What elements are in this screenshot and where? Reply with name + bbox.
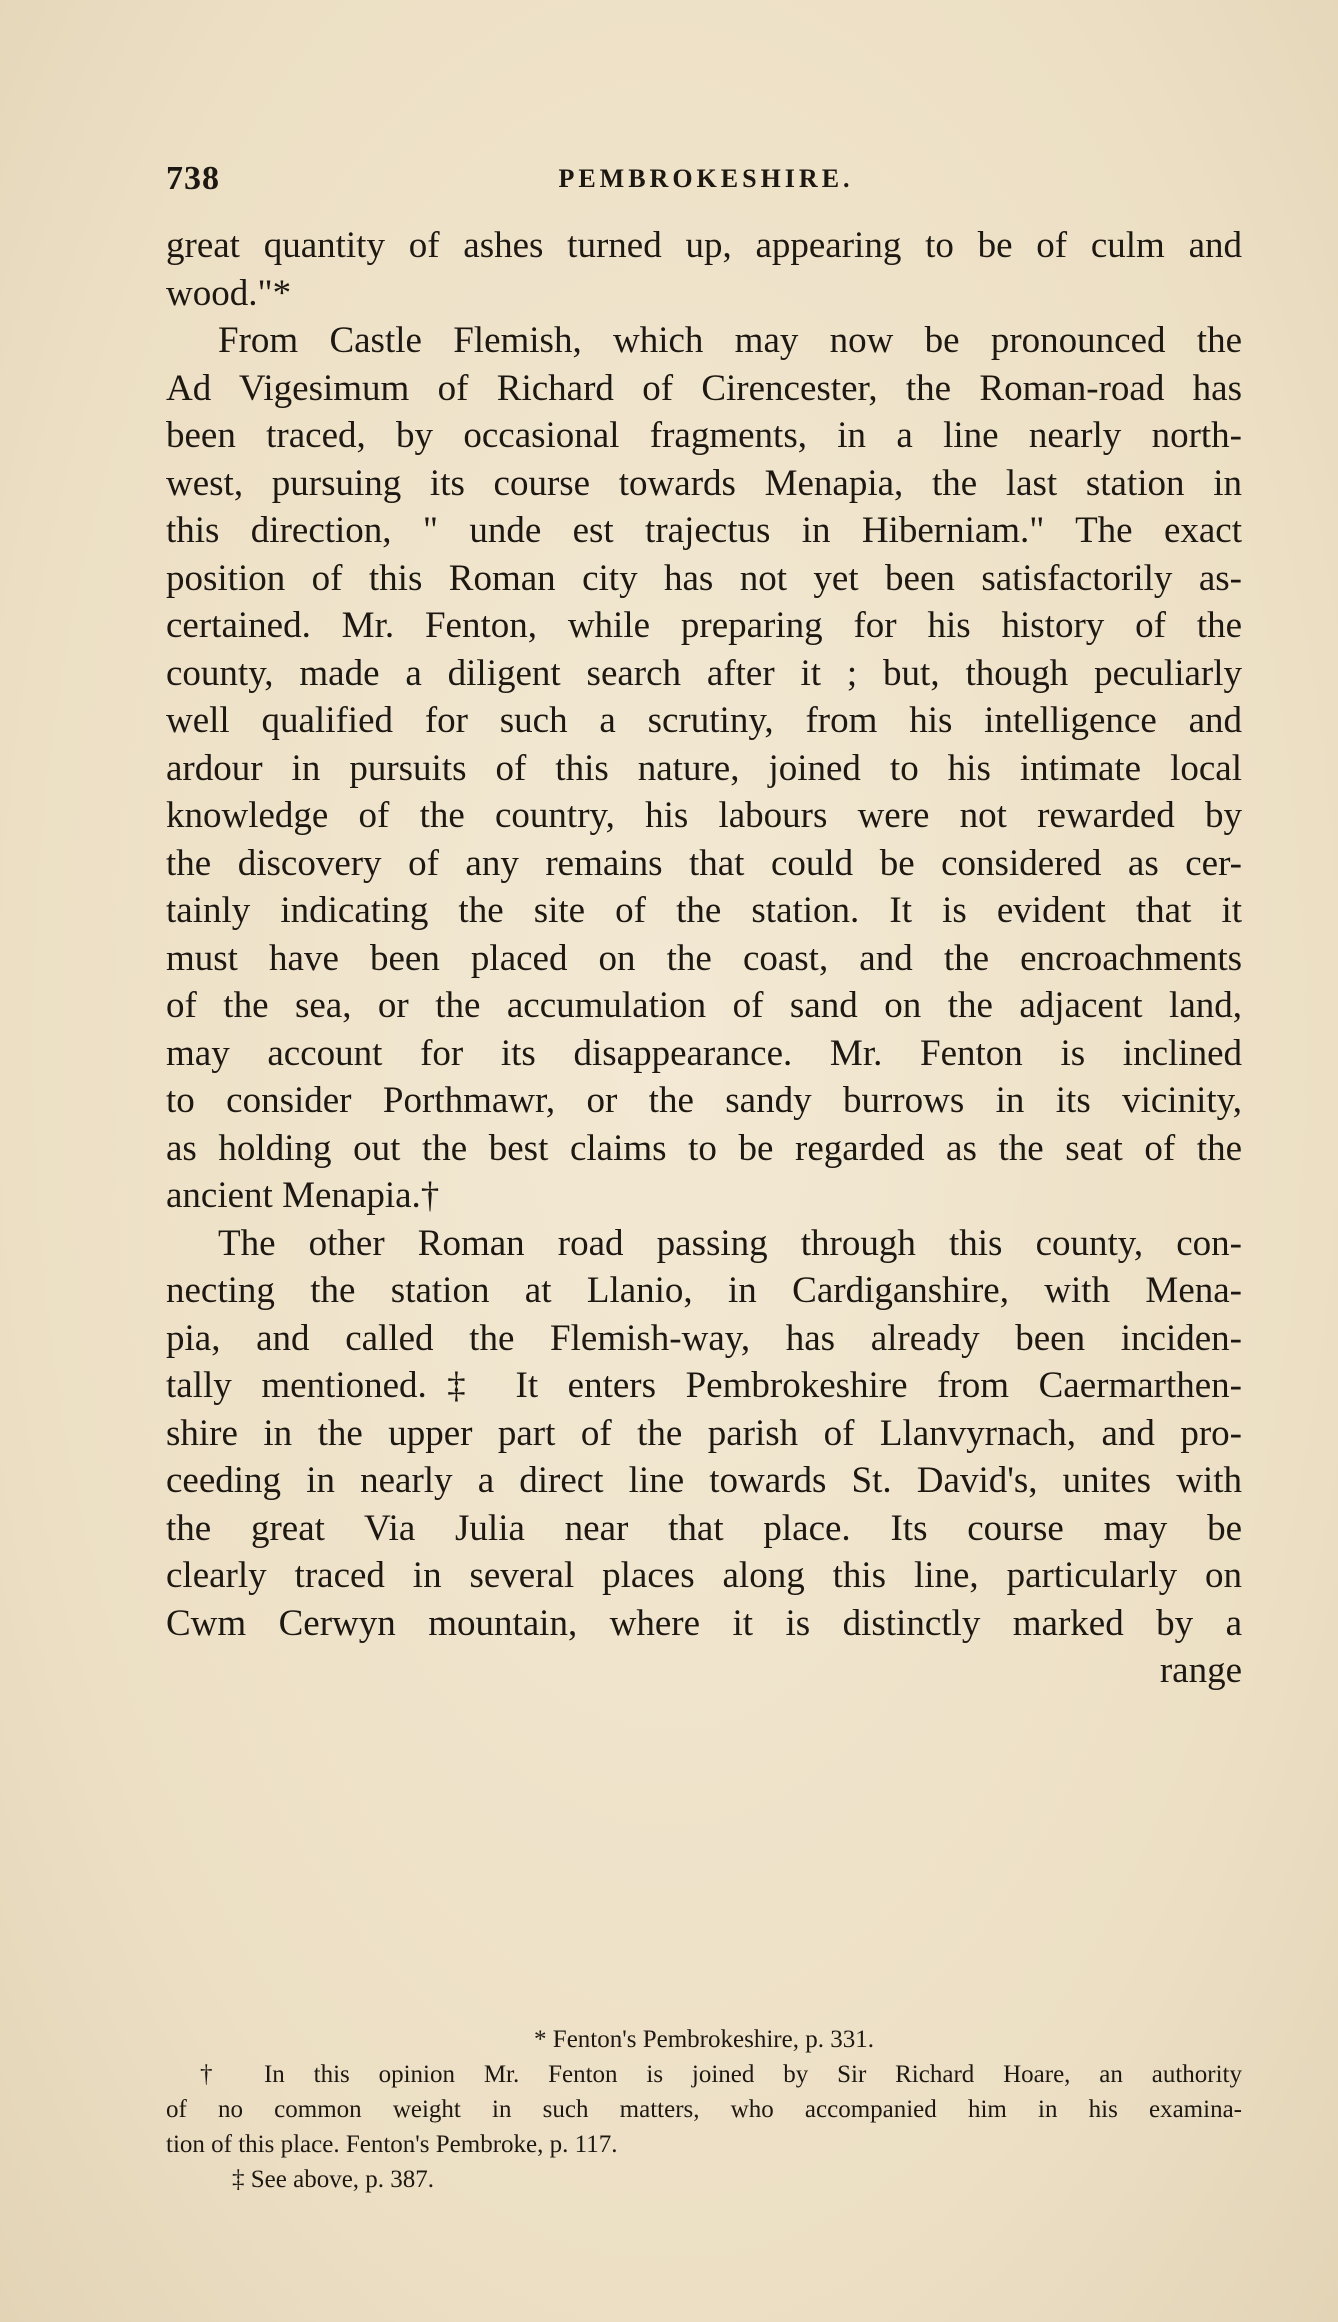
footnote-line: † In this opinion Mr. Fenton is joined by Sir Richard Hoare, an authority [200,2061,1242,2088]
text-line: may account for its disappearance. Mr. Fenton is inclined [166,1032,1242,1074]
text-line: ceeding in nearly a direct line towards St. David's, unites with [166,1460,1242,1501]
text-line: well qualified for such a scrutiny, from his intelligence and [166,700,1242,741]
text-line: ancient Menapia.† [166,1175,440,1216]
text-line: tally mentioned.‡ It enters Pembrokeshire from Caermarthen- [166,1365,1242,1406]
body-text [166,222,1242,1695]
running-head: PEMBROKESHIRE. [558,164,854,193]
text-line: Ad Vigesimum of Richard of Cirencester, the Roman-road has [166,367,1242,409]
text-line: must have been placed on the coast, and the encroachments [166,937,1242,979]
footnote-line: of no common weight in such matters, who accompanied him in his examina- [166,2096,1242,2123]
text-line: the discovery of any remains that could be considered as cer- [166,842,1242,884]
text-line: of the sea, or the accumulation of sand on the adjacent land, [166,985,1242,1026]
catchword: range [1159,1650,1242,1691]
text-line: this direction, " unde est trajectus in Hiberniam." The exact [166,510,1242,551]
text-line: west, pursuing its course towards Menapia, the last station in [166,462,1242,504]
text-line: position of this Roman city has not yet been satisfactorily as- [166,557,1242,599]
text-line: pia, and called the Flemish-way, has already been inciden- [166,1317,1242,1359]
text-line: tainly indicating the site of the station. It is evident that it [166,890,1242,931]
text-line: certained. Mr. Fenton, while preparing for his history of the [166,605,1242,646]
text-line: knowledge of the country, his labours were not rewarded by [166,795,1242,836]
text-line: county, made a diligent search after it ; but, though peculiarly [166,652,1242,694]
text-line: wood."* [166,272,292,314]
text-line: clearly traced in several places along this line, particularly on [166,1555,1242,1596]
text-line: shire in the upper part of the parish of Llanvyrnach, and pro- [166,1412,1242,1454]
text-line: been traced, by occasional fragments, in a line nearly north- [166,415,1242,456]
text-line: From Castle Flemish, which may now be pronounced the [218,320,1242,361]
footnotes [166,2022,1242,2197]
text-line: great quantity of ashes turned up, appearing to be of culm and [166,225,1242,266]
text-line: the great Via Julia near that place. Its course may be [166,1507,1242,1549]
text-line: ardour in pursuits of this nature, joined to his intimate local [166,747,1242,789]
text-line: Cwm Cerwyn mountain, where it is distinctly marked by a [166,1602,1242,1644]
text-line: as holding out the best claims to be regarded as the seat of the [166,1127,1242,1169]
footnote-line: * Fenton's Pembrokeshire, p. 331. [534,2026,874,2053]
footnote-line: ‡ See above, p. 387. [232,2166,435,2193]
text-line: to consider Porthmawr, or the sandy burrows in its vicinity, [166,1080,1242,1121]
text-line: The other Roman road passing through this county, con- [218,1222,1242,1264]
page-number: 738 [166,160,220,197]
text-line: necting the station at Llanio, in Cardiganshire, with Mena- [166,1270,1242,1311]
footnote-line: tion of this place. Fenton's Pembroke, p. 117. [166,2131,618,2158]
page-header [166,160,1246,200]
